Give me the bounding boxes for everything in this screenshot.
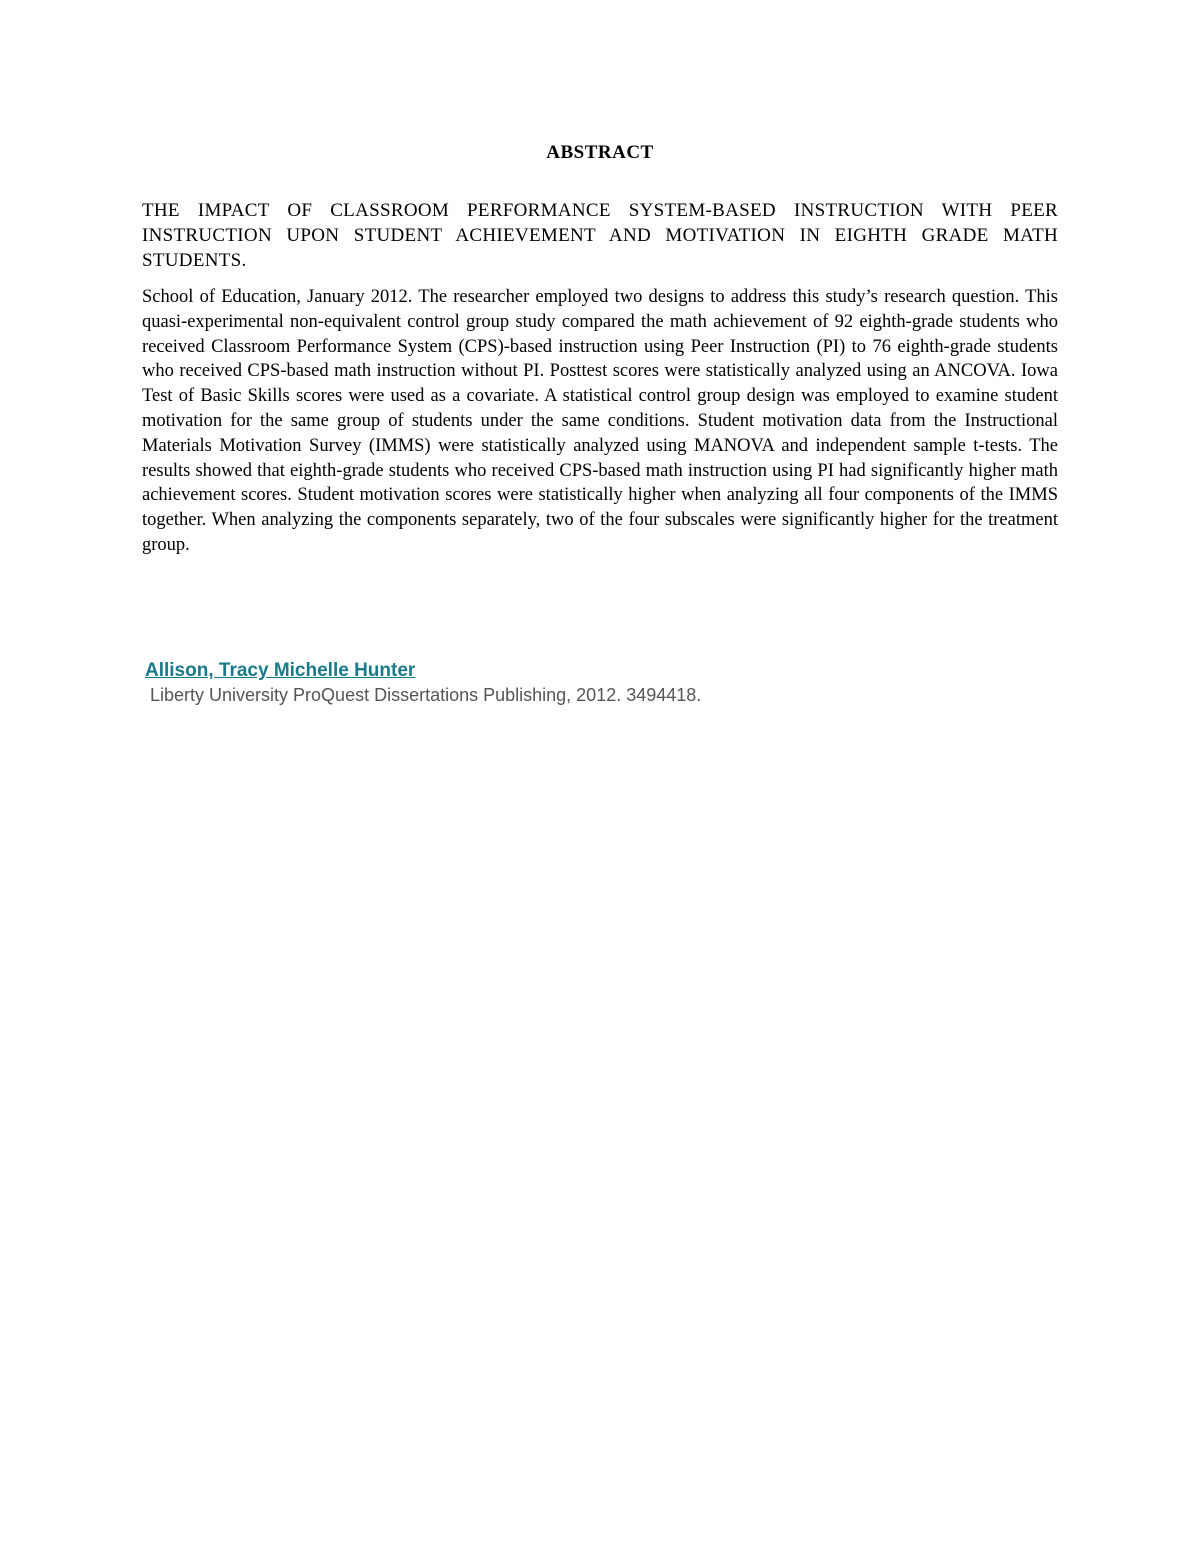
- publication-source: Liberty University ProQuest Dissertations Publishing, 2012. 3494418.: [150, 685, 702, 705]
- dissertation-title: THE IMPACT OF CLASSROOM PERFORMANCE SYSTEM-BASED INSTRUCTION WITH PEER INSTRUCTION UPON STUDENT ACHIEVEMENT AND MOTIVATION IN EIGHTH GRADE MATH STUDENTS.: [142, 200, 1058, 271]
- author-link[interactable]: Allison, Tracy Michelle Hunter: [145, 660, 416, 681]
- abstract-section: [142, 142, 1058, 558]
- citation-block: [145, 660, 1045, 706]
- abstract-body: School of Education, January 2012. The researcher employed two designs to address this study’s research question. This quasi-experimental non-equivalent control group study compared the math achievement of 92 eighth-grade students who received Classroom Performance System (CPS)-based instruction using Peer Instruction (PI) to 76 eighth-grade students who received CPS-based math instruction without PI. Posttest scores were statistically analyzed using an ANCOVA. Iowa Test of Basic Skills scores were used as a covariate. A statistical control group design was employed to examine student motivation for the same group of students under the same conditions. Student motivation data from the Instructional Materials Motivation Survey (IMMS) were statistically analyzed using MANOVA and independent sample t-tests. The results showed that eighth-grade students who received CPS-based math instruction using PI had significantly higher math achievement scores. Student motivation scores were statistically higher when analyzing all four components of the IMMS together. When analyzing the components separately, two of the four subscales were significantly higher for the treatment group.: [142, 287, 1058, 555]
- abstract-heading: ABSTRACT: [546, 142, 654, 163]
